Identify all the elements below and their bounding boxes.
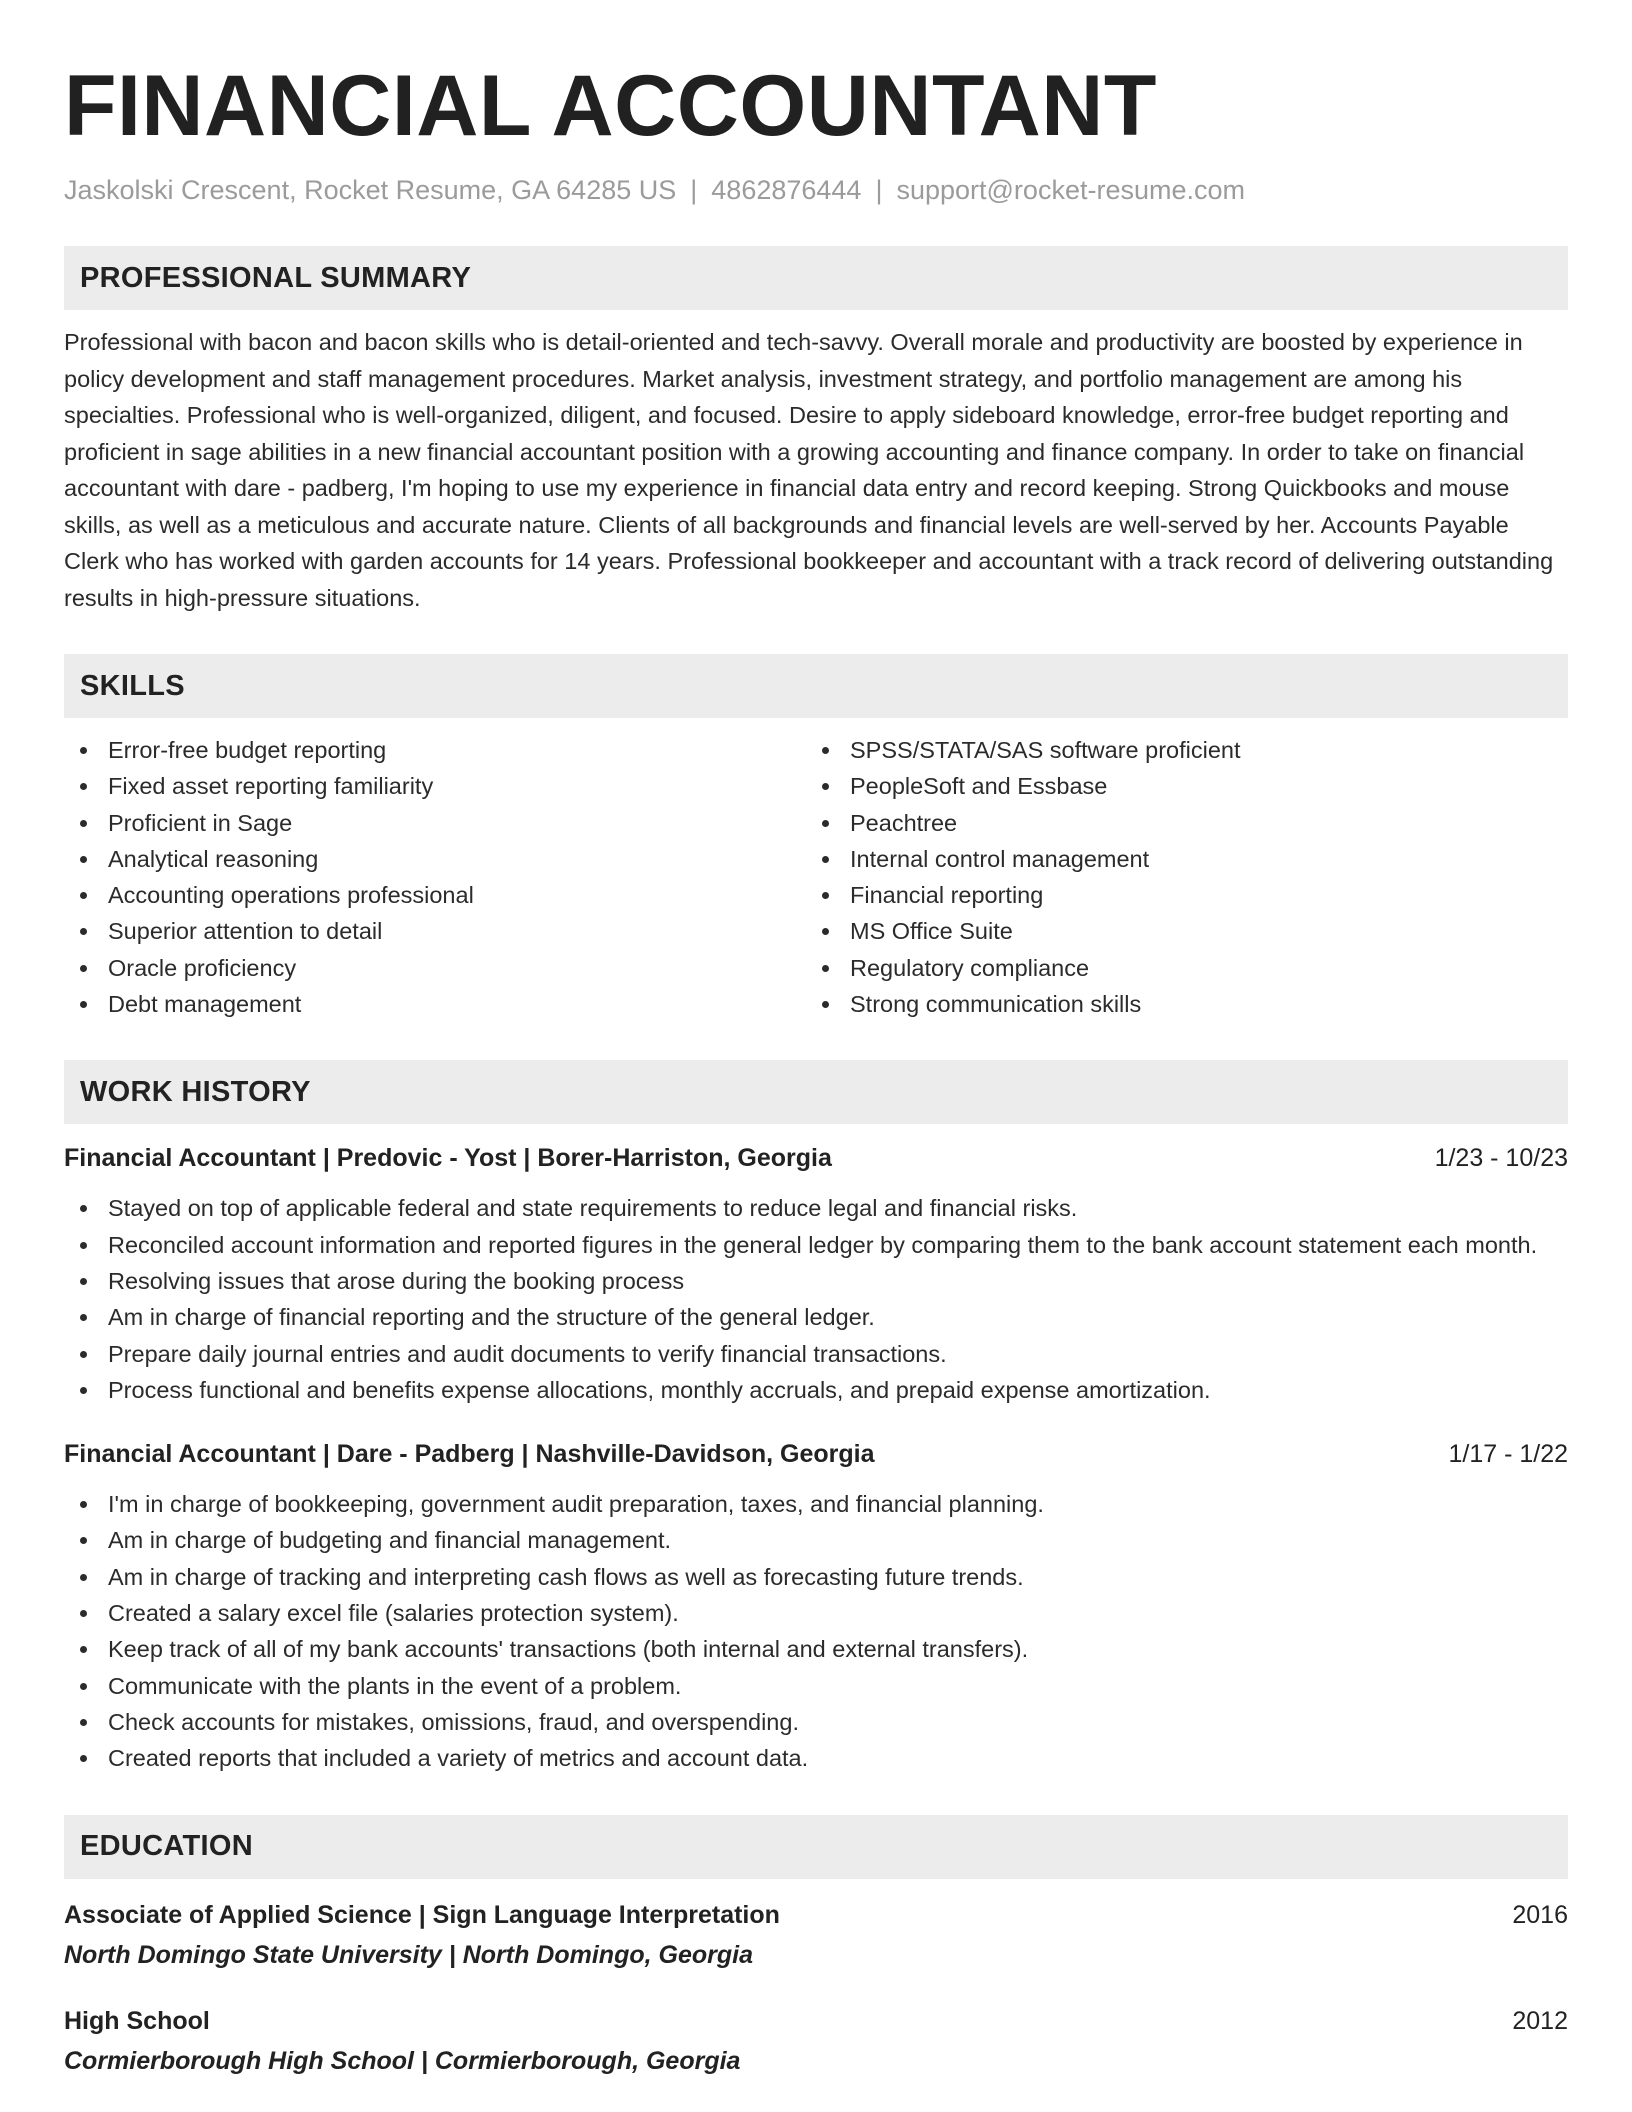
education-header (64, 1897, 1568, 1933)
job-bullet (64, 1522, 1568, 1558)
skill-item (64, 732, 806, 768)
section-heading-summary: PROFESSIONAL SUMMARY (64, 246, 1568, 310)
skill-item (806, 913, 1548, 949)
job-bullet (64, 1227, 1568, 1263)
bullet-icon (80, 1683, 87, 1690)
skill-item-text: Financial reporting (850, 882, 1044, 909)
contact-line (64, 172, 1568, 208)
bullet-icon (822, 1001, 829, 1008)
education-year: 2012 (1512, 2006, 1568, 2035)
education-entry (64, 1897, 1568, 1973)
job-bullet-text: I'm in charge of bookkeeping, government audit preparation, taxes, and financial planning. (108, 1491, 1044, 1518)
skill-item-text: Oracle proficiency (108, 954, 297, 981)
summary-text: Professional with bacon and bacon skills who is detail-oriented and tech-savvy. Overall morale and productivity are boosted by experience in policy development and staff management procedures. Market analysis, investment strategy, and portfolio management are among his specialties. Professional who is well-organized, diligent, and focused. Desire to apply sideboard knowledge, error-free budget reporting and proficient in sage abilities in a new financial accountant position with a growing accounting and finance company. In order to take on financial accountant with dare - padberg, I'm hoping to use my experience in financial data entry and record keeping. Strong Quickbooks and mouse skills, as well as a meticulous and accurate nature. Clients of all backgrounds and financial levels are well-served by her. Accounts Payable Clerk who has worked with garden accounts for 14 years. Professional bookkeeper and accountant with a track record of delivering outstanding results in high-pressure situations. (64, 329, 1554, 611)
job-bullet (64, 1559, 1568, 1595)
bullet-icon (80, 965, 87, 972)
bullet-icon (80, 1755, 87, 1762)
job-dates: 1/23 - 10/23 (1434, 1144, 1568, 1173)
job-bullets (64, 1190, 1568, 1408)
skill-item-text: Fixed asset reporting familiarity (108, 773, 434, 800)
skill-item-text: Accounting operations professional (108, 882, 474, 909)
bullet-icon (80, 1719, 87, 1726)
skill-item (64, 913, 806, 949)
bullet-icon (822, 783, 829, 790)
bullet-icon (80, 783, 87, 790)
education-entry (64, 2003, 1568, 2079)
job-bullet (64, 1486, 1568, 1522)
skill-item-text: SPSS/STATA/SAS software proficient (850, 737, 1241, 763)
job-bullet-text: Communicate with the plants in the event of a problem. (108, 1672, 682, 1699)
skill-item (806, 950, 1548, 986)
contact-phone: 4862876444 (711, 175, 862, 205)
bullet-icon (80, 820, 87, 827)
skill-item (806, 841, 1548, 877)
education-year: 2016 (1512, 1900, 1568, 1929)
job-bullet-text: Resolving issues that arose during the booking process (108, 1267, 685, 1294)
skill-item (806, 768, 1548, 804)
job-bullets (64, 1486, 1568, 1776)
job-entry (64, 1140, 1568, 1408)
bullet-icon (80, 1387, 87, 1394)
bullet-icon (80, 747, 87, 754)
job-bullet-text: Created a salary excel file (salaries protection system). (108, 1600, 679, 1627)
skill-item-text: Regulatory compliance (850, 954, 1090, 981)
job-title: Financial Accountant | Predovic - Yost | Borer-Harriston, Georgia (64, 1144, 832, 1173)
job-header (64, 1140, 1568, 1176)
skill-item-text: Proficient in Sage (108, 809, 293, 836)
skill-item (806, 986, 1548, 1022)
job-bullet-text: Keep track of all of my bank accounts' transactions (both internal and external transfers). (108, 1636, 1029, 1663)
job-bullet (64, 1595, 1568, 1631)
job-bullet (64, 1299, 1568, 1335)
section-heading-skills: SKILLS (64, 654, 1568, 718)
bullet-icon (80, 1001, 87, 1008)
job-bullet-text: Am in charge of tracking and interpreting cash flows as well as forecasting future trends. (108, 1563, 1024, 1590)
bullet-icon (80, 856, 87, 863)
bullet-icon (822, 856, 829, 863)
education-school: Cormierborough High School | Cormierborough, Georgia (64, 2046, 741, 2075)
section-heading-work: WORK HISTORY (64, 1060, 1568, 1124)
skill-item (64, 986, 806, 1022)
skill-item (64, 877, 806, 913)
skill-item-text: MS Office Suite (850, 918, 1013, 945)
job-title: Financial Accountant | Dare - Padberg | Nashville-Davidson, Georgia (64, 1440, 875, 1469)
bullet-icon (822, 747, 829, 754)
skill-item-text: Analytical reasoning (108, 845, 319, 872)
bullet-icon (80, 1610, 87, 1617)
job-header (64, 1436, 1568, 1472)
skill-item (64, 768, 806, 804)
section-heading-education: EDUCATION (64, 1815, 1568, 1879)
bullet-icon (80, 1574, 87, 1581)
job-bullet-text: Prepare daily journal entries and audit documents to verify financial transactions. (108, 1340, 947, 1367)
job-bullet (64, 1372, 1568, 1408)
job-bullet (64, 1740, 1568, 1776)
bullet-icon (822, 892, 829, 899)
job-bullet (64, 1668, 1568, 1704)
skills-column-left (64, 732, 806, 1022)
bullet-icon (822, 820, 829, 827)
skill-item-text: Superior attention to detail (108, 918, 383, 945)
job-bullet (64, 1263, 1568, 1299)
job-bullet-text: Am in charge of financial reporting and the structure of the general ledger. (108, 1304, 875, 1331)
contact-address: Jaskolski Crescent, Rocket Resume, GA 64285 US (64, 175, 677, 205)
skill-item (64, 805, 806, 841)
skill-item (806, 732, 1548, 768)
bullet-icon (80, 892, 87, 899)
skills-list (64, 732, 1568, 1022)
skill-item-text: Debt management (108, 991, 302, 1018)
bullet-icon (80, 928, 87, 935)
skill-item-text: Peachtree (850, 809, 958, 836)
education-school: North Domingo State University | North Domingo, Georgia (64, 1940, 753, 1969)
job-bullet-text: Reconciled account information and reported figures in the general ledger by comparing them to the bank account statement each month. (108, 1231, 1538, 1258)
job-bullet (64, 1336, 1568, 1372)
bullet-icon (80, 1351, 87, 1358)
bullet-icon (80, 1537, 87, 1544)
education-degree: High School (64, 2006, 210, 2035)
job-bullet-text: Process functional and benefits expense allocations, monthly accruals, and prepaid expense amortization. (108, 1376, 1211, 1403)
bullet-icon (822, 965, 829, 972)
skill-item-text: Error-free budget reporting (108, 737, 387, 763)
skill-item-text: PeopleSoft and Essbase (850, 773, 1108, 800)
education-header (64, 2003, 1568, 2039)
skill-item (806, 877, 1548, 913)
job-bullet (64, 1190, 1568, 1226)
bullet-icon (80, 1242, 87, 1249)
skill-item (806, 805, 1548, 841)
resume-title: FINANCIAL ACCOUNTANT (64, 58, 1157, 154)
job-bullet-text: Stayed on top of applicable federal and state requirements to reduce legal and financial risks. (108, 1195, 1078, 1222)
job-bullet (64, 1704, 1568, 1740)
skill-item-text: Strong communication skills (850, 991, 1142, 1018)
job-bullet (64, 1631, 1568, 1667)
contact-separator: | (690, 175, 698, 205)
skills-column-right (806, 732, 1548, 1022)
job-bullet-text: Created reports that included a variety of metrics and account data. (108, 1745, 809, 1772)
job-entry (64, 1436, 1568, 1776)
education-degree: Associate of Applied Science | Sign Language Interpretation (64, 1900, 780, 1929)
contact-email: support@rocket-resume.com (896, 175, 1245, 205)
skill-item (64, 841, 806, 877)
job-dates: 1/17 - 1/22 (1448, 1440, 1568, 1469)
contact-separator: | (875, 175, 883, 205)
skill-item (64, 950, 806, 986)
bullet-icon (80, 1501, 87, 1508)
bullet-icon (80, 1646, 87, 1653)
skill-item-text: Internal control management (850, 845, 1150, 872)
bullet-icon (822, 928, 829, 935)
job-bullet-text: Check accounts for mistakes, omissions, fraud, and overspending. (108, 1708, 799, 1735)
bullet-icon (80, 1314, 87, 1321)
job-bullet-text: Am in charge of budgeting and financial management. (108, 1527, 672, 1554)
bullet-icon (80, 1278, 87, 1285)
bullet-icon (80, 1205, 87, 1212)
